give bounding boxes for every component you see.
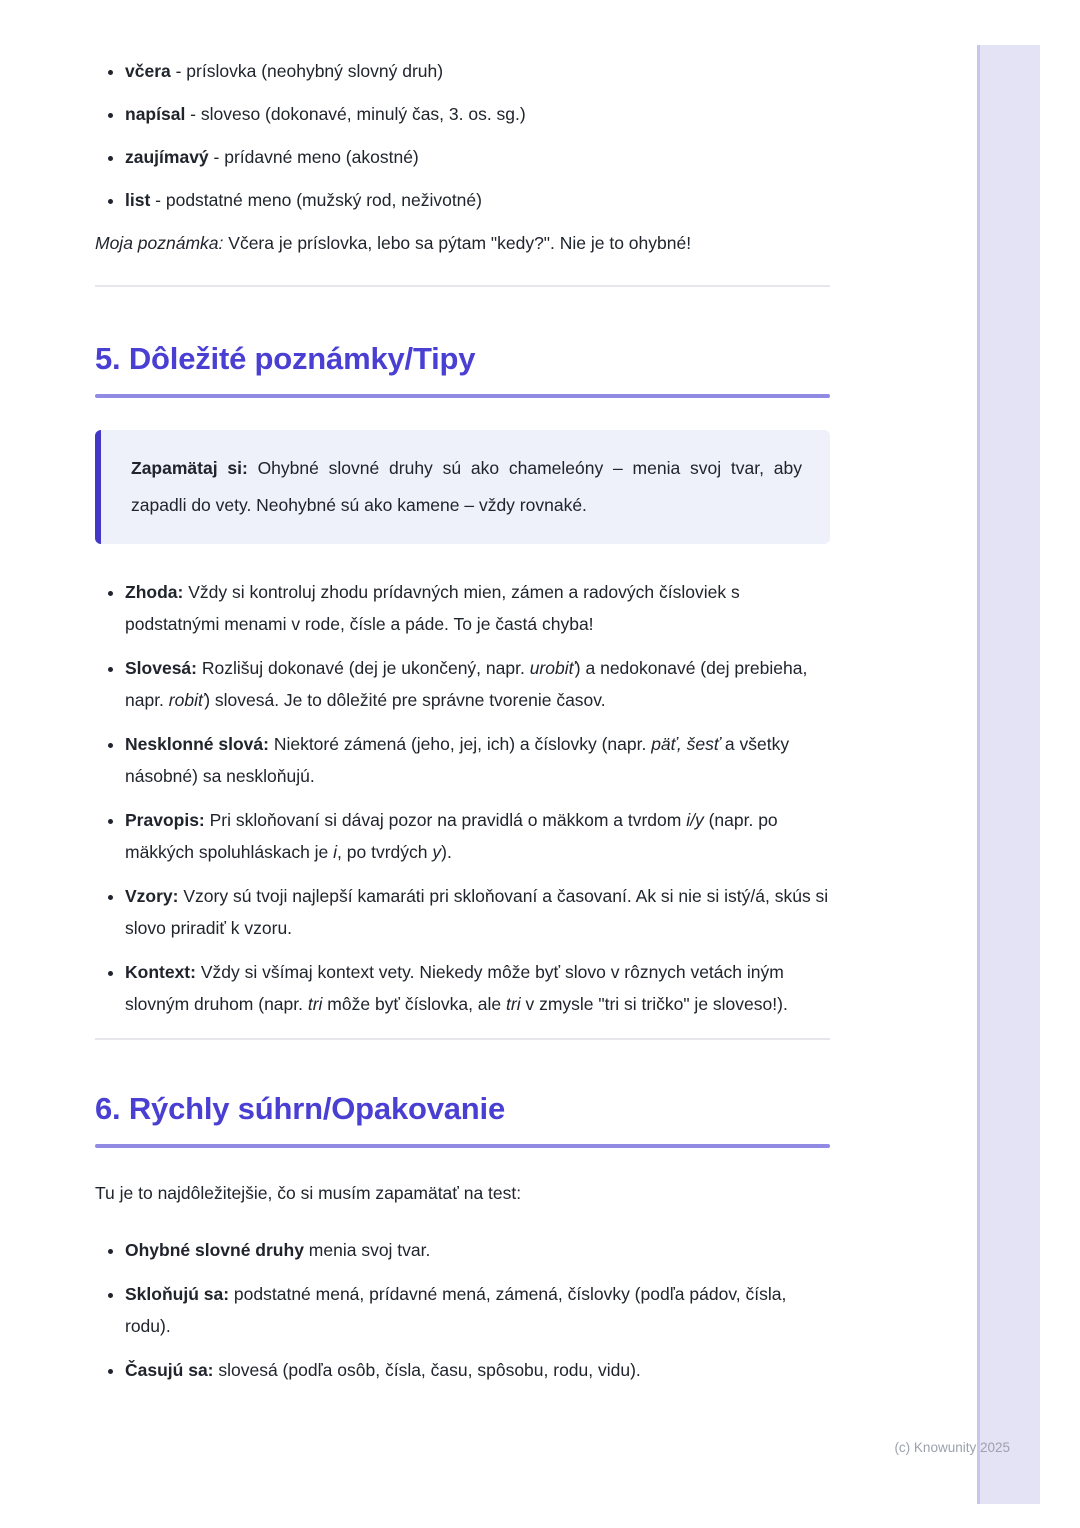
list-item: • Ohybné slovné druhy menia svoj tvar. (125, 1234, 830, 1266)
section-divider (95, 1038, 830, 1040)
tips-list (95, 576, 830, 1020)
copyright-text: (c) Knowunity 2025 (894, 1440, 1010, 1455)
personal-note: Moja poznámka: Včera je príslovka, lebo sa pýtam "kedy?". Nie je to ohybné! (95, 233, 692, 253)
heading-underline (95, 1144, 830, 1148)
list-item: • Vzory: Vzory sú tvoji najlepší kamaráti pri skloňovaní a časovaní. Ak si nie si istý/á, skús si slovo priradiť k vzoru. (125, 880, 830, 944)
summary-intro: Tu je to najdôležitejšie, čo si musím zapamätať na test: (95, 1183, 522, 1203)
list-item: • Časujú sa: slovesá (podľa osôb, čísla, času, spôsobu, rodu, vidu). (125, 1354, 830, 1386)
section-divider (95, 285, 830, 287)
heading-underline (95, 394, 830, 398)
list-item: • včera - príslovka (neohybný slovný druh) (125, 56, 830, 86)
list-item: • Pravopis: Pri skloňovaní si dávaj pozor na pravidlá o mäkkom a tvrdom i/y (napr. po mäkkých spoluhláskach je i, po tvrdých y). (125, 804, 830, 868)
list-item: • Slovesá: Rozlišuj dokonavé (dej je ukončený, napr. urobiť) a nedokonavé (dej prebieha, napr. robiť) slovesá. Je to dôležité pre správne tvorenie časov. (125, 652, 830, 716)
word-analysis-list (95, 56, 830, 215)
section6-title: 6. Rýchly súhrn/Opakovanie (95, 1091, 506, 1126)
list-item: • zaujímavý - prídavné meno (akostné) (125, 142, 830, 172)
list-item: • Zhoda: Vždy si kontroluj zhodu prídavných mien, zámen a radových čísloviek s podstatnými menami v rode, čísle a páde. To je častá chyba! (125, 576, 830, 640)
tip-callout (95, 430, 830, 544)
callout-text: Zapamätaj si: Ohybné slovné druhy sú ako chameleóny – menia svoj tvar, aby zapadli do vety. Neohybné sú ako kamene – vždy rovnaké. (131, 458, 802, 515)
section5-title: 5. Dôležité poznámky/Tipy (95, 341, 476, 376)
list-item: • list - podstatné meno (mužský rod, neživotné) (125, 185, 830, 215)
list-item: • napísal - sloveso (dokonavé, minulý čas, 3. os. sg.) (125, 99, 830, 129)
list-item: • Nesklonné slová: Niektoré zámená (jeho, jej, ich) a číslovky (napr. päť, šesť a všetky násobné) sa neskloňujú. (125, 728, 830, 792)
list-item: • Skloňujú sa: podstatné mená, prídavné mená, zámená, číslovky (podľa pádov, čísla, rodu). (125, 1278, 830, 1342)
page-edge-bar (977, 45, 1040, 1504)
summary-list (95, 1234, 830, 1386)
list-item: • Kontext: Vždy si všímaj kontext vety. Niekedy môže byť slovo v rôznych vetách iným slovným druhom (napr. tri môže byť číslovka, ale tri v zmysle "tri si tričko" je sloveso!). (125, 956, 830, 1020)
document-content (95, 0, 830, 1398)
